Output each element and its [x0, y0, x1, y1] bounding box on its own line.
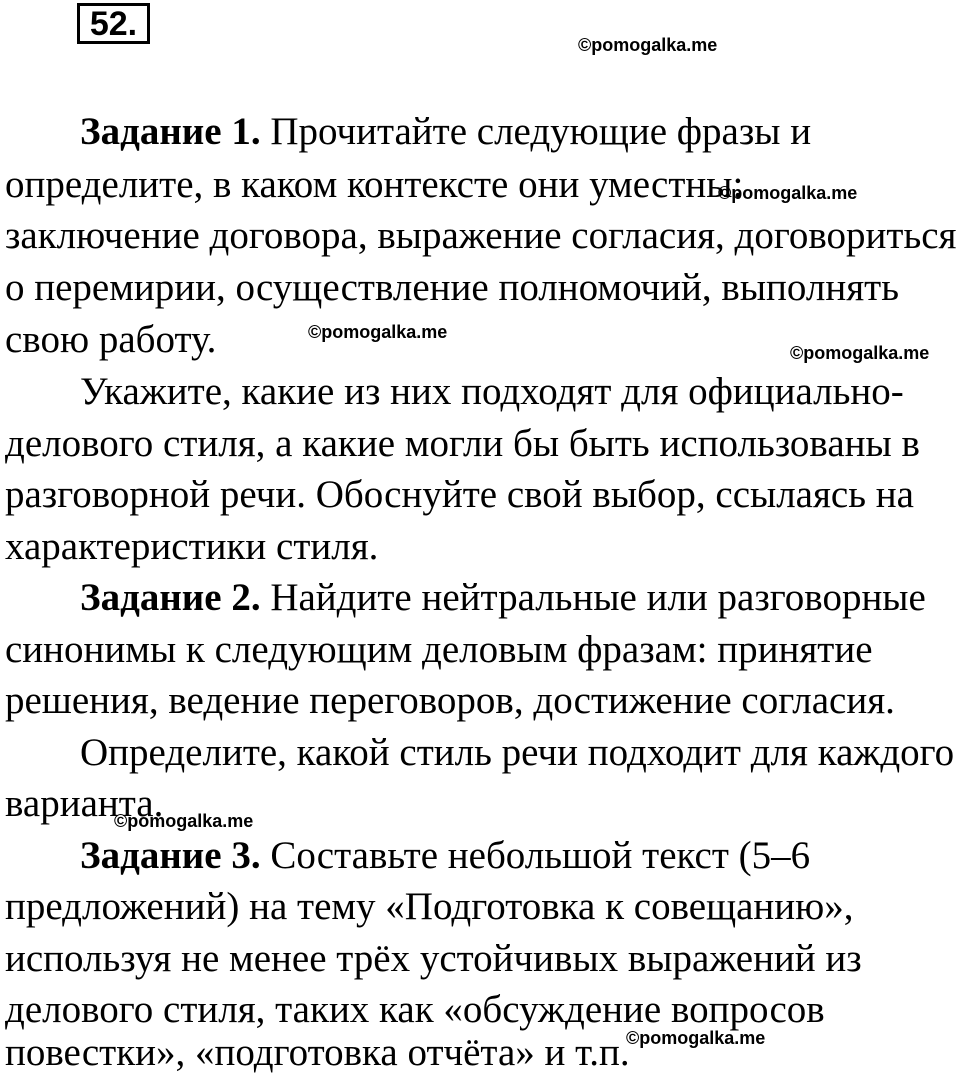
task2-line-2: синонимы к следующим деловым фразам: принятие — [5, 628, 873, 671]
task3-line-3: используя не менее трёх устойчивых выражений из — [5, 937, 862, 980]
task1-line-2: определите, в каком контексте они уместны: — [5, 163, 744, 206]
task1-line-6: Укажите, какие из них подходят для официально- — [80, 370, 904, 413]
task2-line-3: решения, ведение переговоров, достижение согласия. — [5, 679, 895, 722]
watermark: ©pomogalka.me — [626, 1028, 766, 1048]
watermark: ©pomogalka.me — [308, 322, 448, 342]
task1-line-4: о перемирии, осуществление полномочий, выполнять — [5, 266, 899, 309]
task2-label: Задание 2. — [80, 576, 261, 619]
task1-line-9: характеристики стиля. — [5, 525, 379, 568]
task1-label: Задание 1. — [80, 110, 261, 153]
exercise-number: 52. — [89, 4, 138, 43]
task3-label: Задание 3. — [80, 834, 261, 877]
task2-line-5: варианта. — [5, 782, 164, 825]
task2-line-4: Определите, какой стиль речи подходит для каждого — [80, 731, 955, 774]
task1-line-1: Задание 1. Прочитайте следующие фразы и — [80, 110, 812, 153]
watermark: ©pomogalka.me — [790, 343, 930, 363]
task1-line-8: разговорной речи. Обоснуйте свой выбор, ссылаясь на — [5, 473, 914, 516]
task3-line-4: делового стиля, таких как «обсуждение вопросов — [5, 988, 825, 1031]
watermark: ©pomogalka.me — [114, 811, 254, 831]
watermark: ©pomogalka.me — [718, 183, 858, 203]
task1-line-7: делового стиля, а какие могли бы быть использованы в — [5, 422, 920, 465]
task3-line-5: повестки», «подготовка отчёта» и т.п. — [5, 1031, 630, 1074]
task1-line-5: свою работу. — [5, 318, 217, 361]
watermark: ©pomogalka.me — [578, 35, 718, 55]
task1-line-3: заключение договора, выражение согласия, договориться — [5, 214, 957, 257]
task3-line-2: предложений) на тему «Подготовка к совещанию», — [5, 885, 854, 928]
task3-line-1: Задание 3. Составьте небольшой текст (5–6 — [80, 834, 811, 877]
exercise-number-box — [77, 3, 150, 44]
task2-line-1: Задание 2. Найдите нейтральные или разговорные — [80, 576, 926, 619]
